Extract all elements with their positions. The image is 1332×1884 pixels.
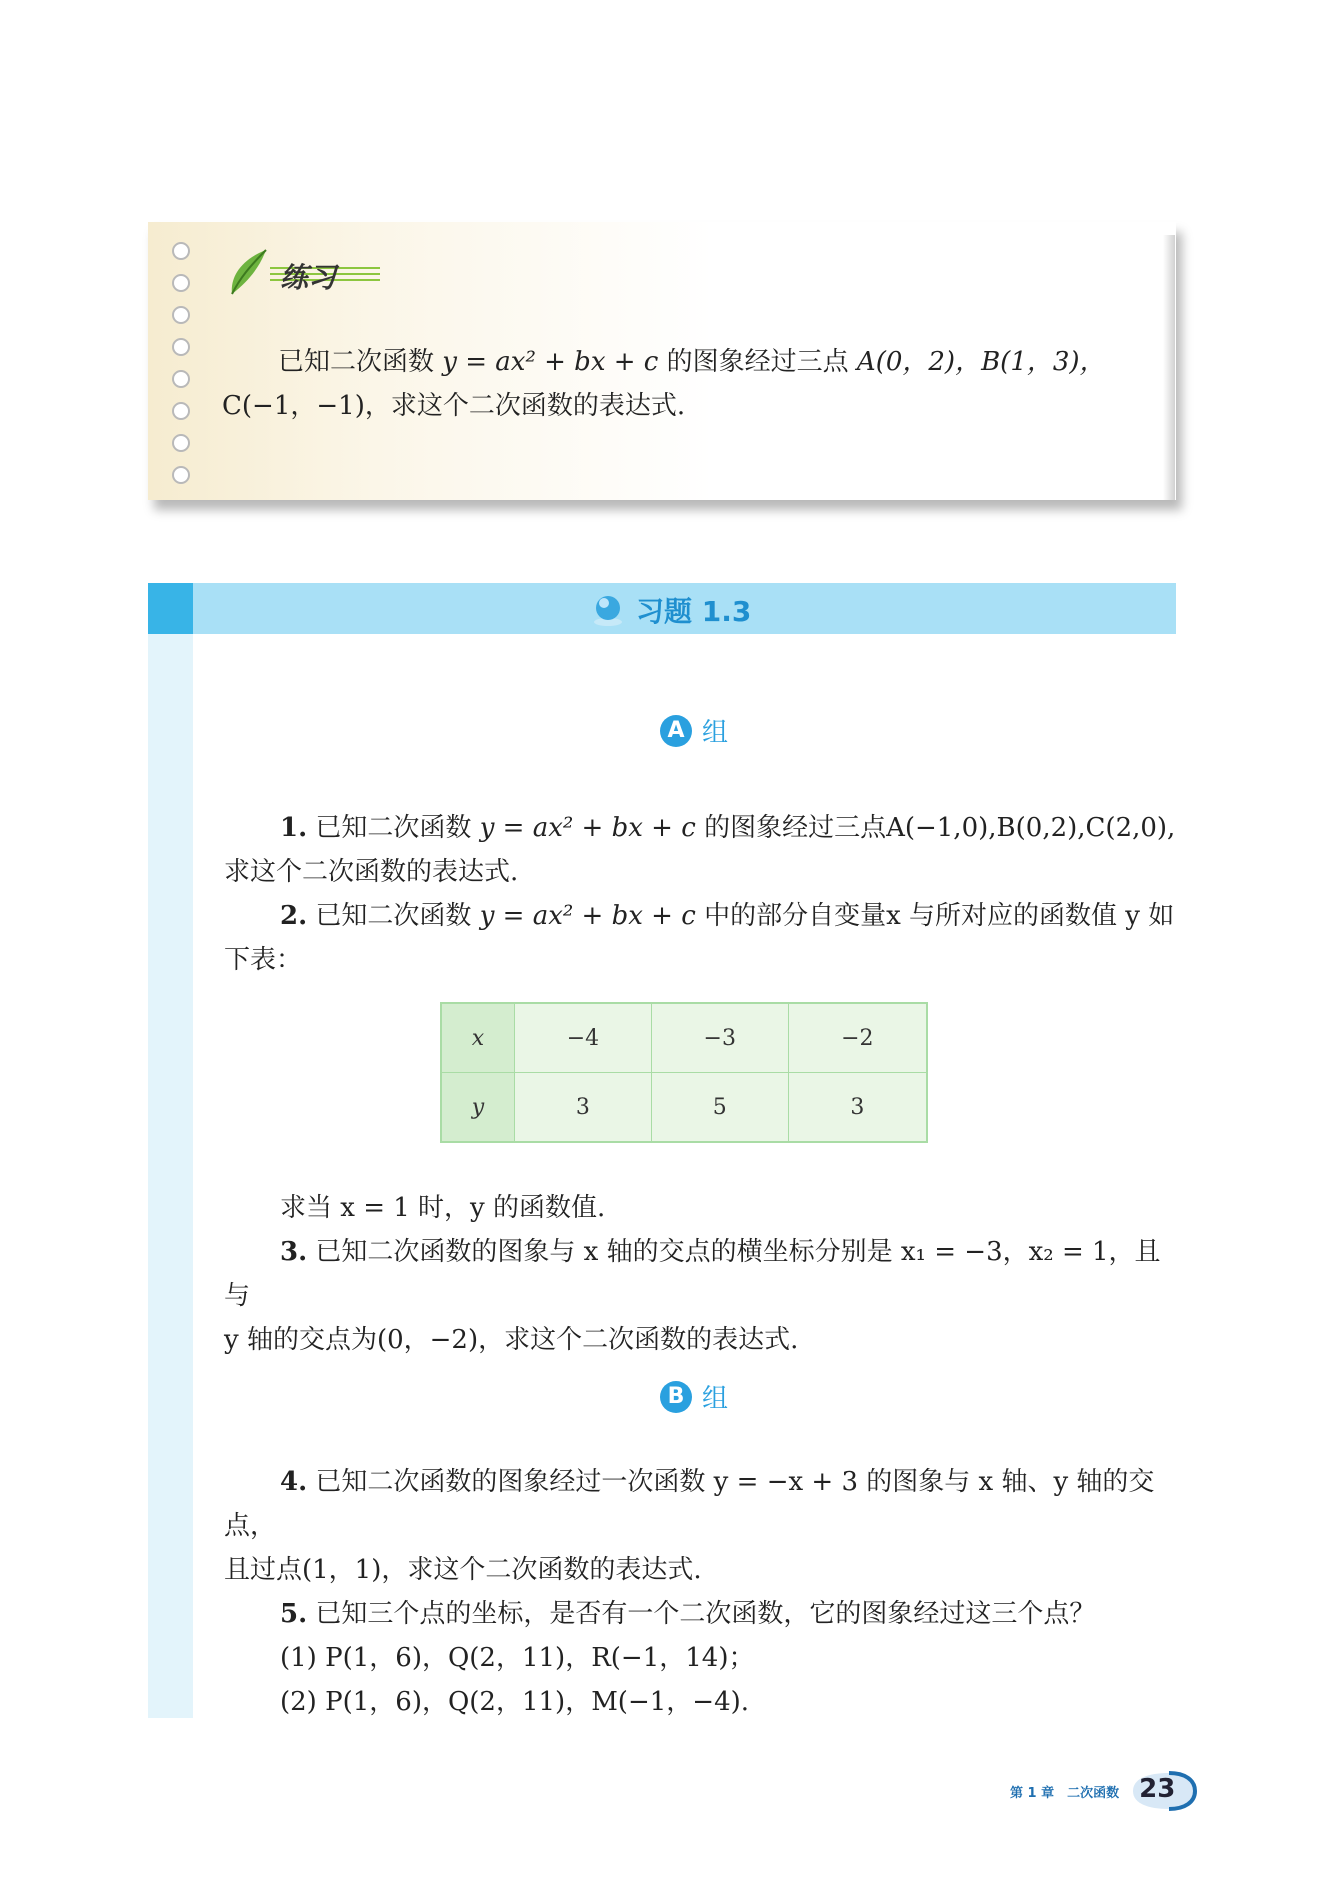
table-row (441, 1073, 927, 1143)
table-cell: −2 (788, 1003, 927, 1073)
text: 下表： (224, 945, 303, 975)
sub-question: (1) P(1，6)，Q(2，11)，R(−1，14)； (280, 1643, 755, 1673)
problems-group-a-cont (224, 1186, 1176, 1362)
problem-number: 5. (280, 1599, 308, 1629)
ring-icon (172, 306, 190, 324)
text: 的图象经过三点 (666, 347, 849, 377)
problems-group-b (224, 1460, 1176, 1724)
group-b-label: 组 (702, 1384, 729, 1414)
page-footer (1010, 1770, 1199, 1812)
text: y 轴的交点为(0，−2)，求这个二次函数的表达式. (224, 1325, 799, 1355)
table-cell: 5 (651, 1073, 788, 1143)
formula: y = ax² + bx + c (479, 813, 696, 843)
page-number: 23 (1139, 1774, 1176, 1804)
ring-icon (172, 402, 190, 420)
group-a-heading (660, 712, 728, 749)
sub-question: (2) P(1，6)，Q(2，11)，M(−1，−4). (280, 1687, 750, 1717)
text: 已知二次函数 (278, 347, 435, 377)
ring-icon (172, 434, 190, 452)
practice-question (222, 340, 1142, 428)
text: 已知三个点的坐标，是否有一个二次函数，它的图象经过这三个点？ (315, 1599, 1096, 1629)
ring-icon (172, 338, 190, 356)
group-b-heading (660, 1378, 728, 1415)
problem-5 (224, 1592, 1176, 1636)
problems-group-a (224, 806, 1176, 982)
text: 求当 x = 1 时，y 的函数值. (280, 1193, 606, 1223)
practice-title: 练习 (280, 261, 337, 294)
text: 求这个二次函数的表达式. (224, 857, 519, 887)
exercise-sidebar (148, 634, 193, 1718)
table-row (441, 1003, 927, 1073)
text: 且过点(1，1)，求这个二次函数的表达式. (224, 1555, 702, 1585)
text: 中的部分自变量x 与所对应的函数值 y 如 (704, 901, 1175, 931)
ring-icon (172, 242, 190, 260)
text: 已知二次函数的图象经过一次函数 y = −x + 3 的图象与 x 轴、y 轴的交点， (224, 1467, 1155, 1541)
table-header-cell: x (441, 1003, 515, 1073)
formula: y = ax² + bx + c (442, 347, 659, 377)
problem-4 (224, 1460, 1176, 1548)
text: C(−1，−1)，求这个二次函数的表达式. (222, 391, 686, 421)
exercise-title (590, 590, 751, 630)
problem-number: 2. (280, 901, 308, 931)
problem-1 (224, 806, 1176, 850)
practice-box (148, 222, 1176, 500)
table-header-cell: y (441, 1073, 515, 1143)
problem-number: 1. (280, 813, 308, 843)
xy-value-table (440, 1002, 928, 1143)
text: 已知二次函数 (315, 813, 472, 843)
table-cell: 3 (515, 1073, 652, 1143)
group-b-badge: B (660, 1381, 692, 1413)
ring-icon (172, 466, 190, 484)
text: 已知二次函数 (315, 901, 472, 931)
exercise-header-square (148, 583, 193, 634)
problem-3 (224, 1230, 1176, 1318)
text: 已知二次函数的图象与 x 轴的交点的横坐标分别是 x₁ = −3，x₂ = 1，且与 (224, 1237, 1161, 1311)
text: 的图象经过三点A(−1,0),B(0,2),C(2,0), (704, 813, 1176, 843)
table-cell: −4 (515, 1003, 652, 1073)
formula: y = ax² + bx + c (479, 901, 696, 931)
problem-number: 4. (280, 1467, 308, 1497)
problem-number: 3. (280, 1237, 308, 1267)
table-cell: −3 (651, 1003, 788, 1073)
page-number-badge (1129, 1770, 1199, 1812)
page-curl-shadow (1163, 235, 1175, 500)
group-a-badge: A (660, 715, 692, 747)
table-cell: 3 (788, 1073, 927, 1143)
globe-icon (590, 592, 626, 628)
problem-2 (224, 894, 1176, 938)
chapter-label: 第 1 章 二次函数 (1010, 1785, 1120, 1801)
exercise-title-text: 习题 1.3 (636, 595, 752, 628)
group-a-label: 组 (702, 718, 729, 748)
ring-icon (172, 370, 190, 388)
ring-icon (172, 274, 190, 292)
points: A(0，2)，B(1，3)， (856, 347, 1106, 377)
